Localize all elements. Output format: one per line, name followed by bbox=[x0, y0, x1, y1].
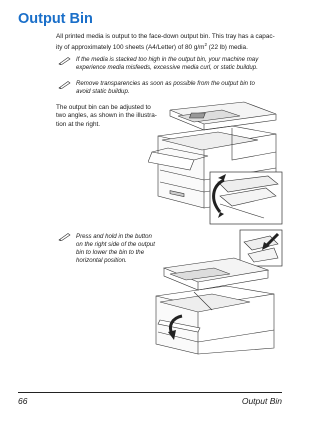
adjust-paragraph: The output bin can be adjusted to two angles, as shown in the illustra- tion at the right. bbox=[56, 104, 157, 128]
intro-paragraph bbox=[56, 33, 288, 53]
pencil-note-icon bbox=[58, 56, 71, 65]
output-bin-illustration bbox=[148, 100, 284, 226]
pencil-note-icon bbox=[58, 232, 71, 241]
note-lower-bin: Press and hold in the button on the right side of the output bin to lower the bin to the horizontal position. bbox=[76, 233, 155, 265]
footer-rule bbox=[18, 392, 282, 393]
intro-line-1: All printed media is output to the face-down output bin. This tray has a capac- bbox=[56, 33, 275, 40]
note-transparencies: Remove transparencies as soon as possible from the output bin to avoid static buildup. bbox=[76, 80, 255, 96]
pencil-note-icon bbox=[58, 80, 71, 89]
page-number: 66 bbox=[18, 396, 28, 406]
lower-bin-illustration bbox=[150, 228, 284, 356]
intro-line-2: ity of approximately 100 sheets (A4/Letter) of 80 $g/m^2$ (22 lb) media. bbox=[56, 42, 248, 52]
page-title: Output Bin bbox=[18, 11, 93, 27]
footer-section-title: Output Bin bbox=[241, 396, 282, 406]
note-stacking: If the media is stacked too high in the output bin, your machine may experience media misfeeds, excessive media curl, or static buildup. bbox=[76, 56, 259, 72]
